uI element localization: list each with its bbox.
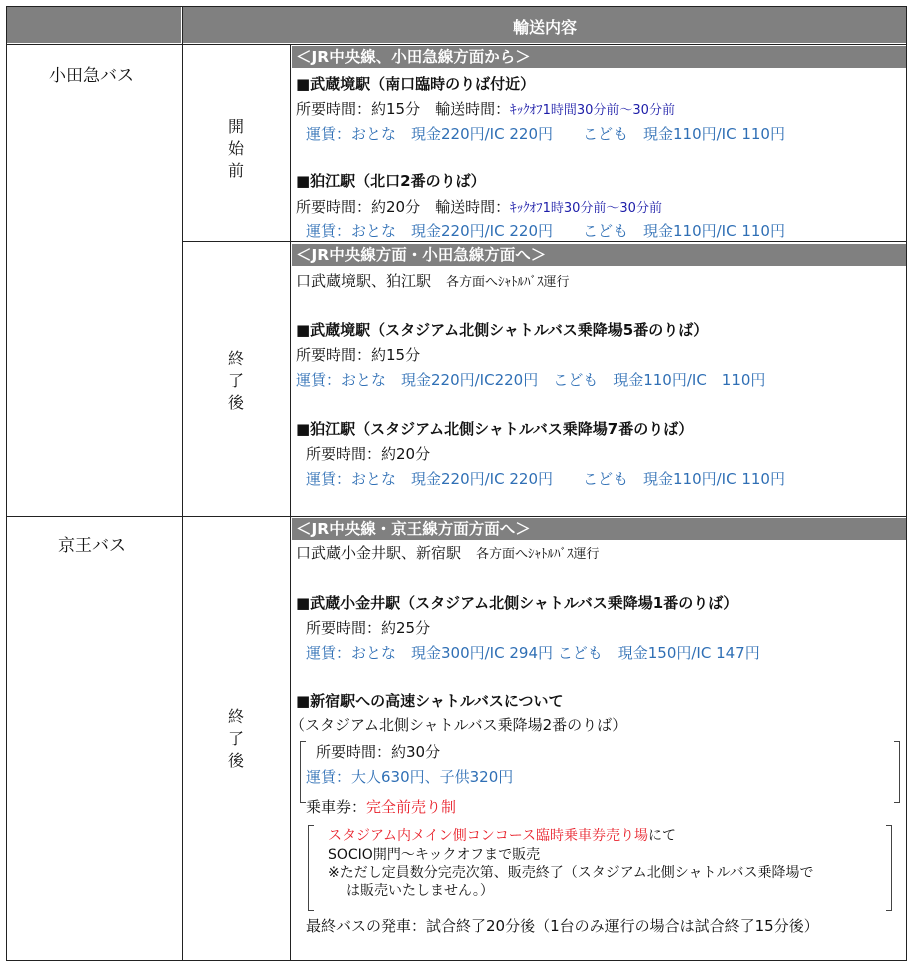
- keio-sales-note-2: は販売いたしません。）: [346, 883, 494, 899]
- time-label: 所要時間：約20分 輸送時間：: [296, 198, 511, 216]
- keio-shinjuku-ticket: [306, 797, 456, 817]
- table-left-border: [6, 6, 7, 961]
- time-range: ｷｯｸｵﾌ1時間30分前～30分前: [510, 103, 675, 118]
- keio-shinjuku-title: ■新宿駅への高速シャトルバスについて: [296, 692, 564, 710]
- odakyu-after-musashisakai-title: ■武蔵境駅（スタジアム北側シャトルバス乗降場5番のりば）: [296, 321, 709, 339]
- company-divider-border: [6, 516, 907, 517]
- keio-shinjuku-fare: 運賃：大人630円、子供320円: [306, 768, 514, 786]
- phase-label-after-keio: 終 了 後: [227, 707, 244, 770]
- odakyu-after-komae-time: 所要時間：約20分: [306, 445, 431, 463]
- odakyu-komae-fare: 運賃：おとな 現金220円/IC 220円 こども 現金110円/IC 110円: [306, 222, 785, 240]
- phase-label-before: 開 始 前: [227, 117, 244, 180]
- header-left-cell: [7, 7, 181, 43]
- phase-column-border: [290, 44, 291, 961]
- phase-label-after-odakyu: 終 了 後: [227, 349, 244, 412]
- odakyu-musashisakai-fare: 運賃：おとな 現金220円/IC 220円 こども 現金110円/IC 110円: [306, 125, 785, 143]
- table-right-border: [906, 6, 907, 961]
- odakyu-after-musashisakai-fare: 運賃：おとな 現金220円/IC220円 こども 現金110円/IC 110円: [296, 371, 766, 389]
- note-small: 各方面へｼｬﾄﾙﾊﾞｽ運行: [476, 547, 600, 562]
- company-column-border: [182, 6, 183, 961]
- sales-place-suffix: にて: [648, 828, 677, 844]
- note-small: 各方面へｼｬﾄﾙﾊﾞｽ運行: [446, 275, 570, 290]
- table-top-border: [6, 6, 907, 7]
- company-odakyu: 小田急バス: [49, 66, 134, 86]
- company-keio: 京王バス: [58, 536, 126, 556]
- keio-musashikoganei-time: 所要時間：約25分: [306, 619, 431, 637]
- odakyu-shuttle-note: [296, 271, 570, 293]
- sales-place: スタジアム内メイン側コンコース臨時乗車券売り場: [328, 828, 649, 844]
- odakyu-after-musashisakai-time: 所要時間：約15分: [296, 346, 421, 364]
- keio-musashikoganei-fare: 運賃：おとな 現金300円/IC 294円 こども 現金150円/IC 147円: [306, 644, 760, 662]
- odakyu-after-komae-title: ■狛江駅（スタジアム北側シャトルバス乗降場7番のりば）: [296, 420, 694, 438]
- note-main: 口武蔵境駅、狛江駅: [296, 272, 447, 290]
- keio-shinjuku-stop: （スタジアム北側シャトルバス乗降場2番のりば）: [290, 716, 628, 734]
- bracket-right-1: [894, 741, 900, 803]
- note-main: 口武蔵小金井駅、新宿駅: [296, 544, 477, 562]
- keio-last-bus: 最終バスの発車：試合終了20分後（1台のみ運行の場合は試合終了15分後）: [306, 917, 819, 935]
- keio-sales-note-1: ※ただし定員数分完売次第、販売終了（スタジアム北側シャトルバス乗降場で: [328, 865, 814, 881]
- odakyu-musashisakai-time: [296, 99, 675, 121]
- time-range: ｷｯｸｵﾌ1時30分前～30分前: [510, 201, 662, 216]
- keio-sales-hours: SOCIO開門～キックオフまで販売: [328, 847, 541, 863]
- ticket-value: 完全前売り制: [366, 798, 457, 816]
- odakyu-musashisakai-title: ■武蔵境駅（南口臨時のりば付近）: [296, 75, 536, 93]
- odakyu-after-komae-fare: 運賃：おとな 現金220円/IC 220円 こども 現金110円/IC 110円: [306, 470, 785, 488]
- odakyu-before-banner: ＜JR中央線、小田急線方面から＞: [292, 46, 906, 68]
- time-label: 所要時間：約15分 輸送時間：: [296, 100, 511, 118]
- header-bottom-border: [6, 44, 907, 45]
- bracket-left-2: [308, 825, 314, 911]
- keio-musashikoganei-title: ■武蔵小金井駅（スタジアム北側シャトルバス乗降場1番のりば）: [296, 594, 739, 612]
- ticket-label: 乗車券：: [306, 798, 367, 816]
- keio-shuttle-note: [296, 543, 600, 565]
- keio-sales-place: [328, 826, 676, 846]
- bracket-right-2: [886, 825, 892, 911]
- odakyu-after-banner: ＜JR中央線方面・小田急線方面へ＞: [292, 244, 906, 266]
- keio-after-banner: ＜JR中央線・京王線方面方面へ＞: [292, 518, 906, 540]
- keio-shinjuku-time: 所要時間：約30分: [316, 743, 441, 761]
- odakyu-komae-title: ■狛江駅（北口2番のりば）: [296, 172, 486, 190]
- page-title: 輸送内容: [512, 18, 577, 37]
- table-bottom-border: [6, 960, 907, 961]
- odakyu-komae-time: [296, 197, 662, 219]
